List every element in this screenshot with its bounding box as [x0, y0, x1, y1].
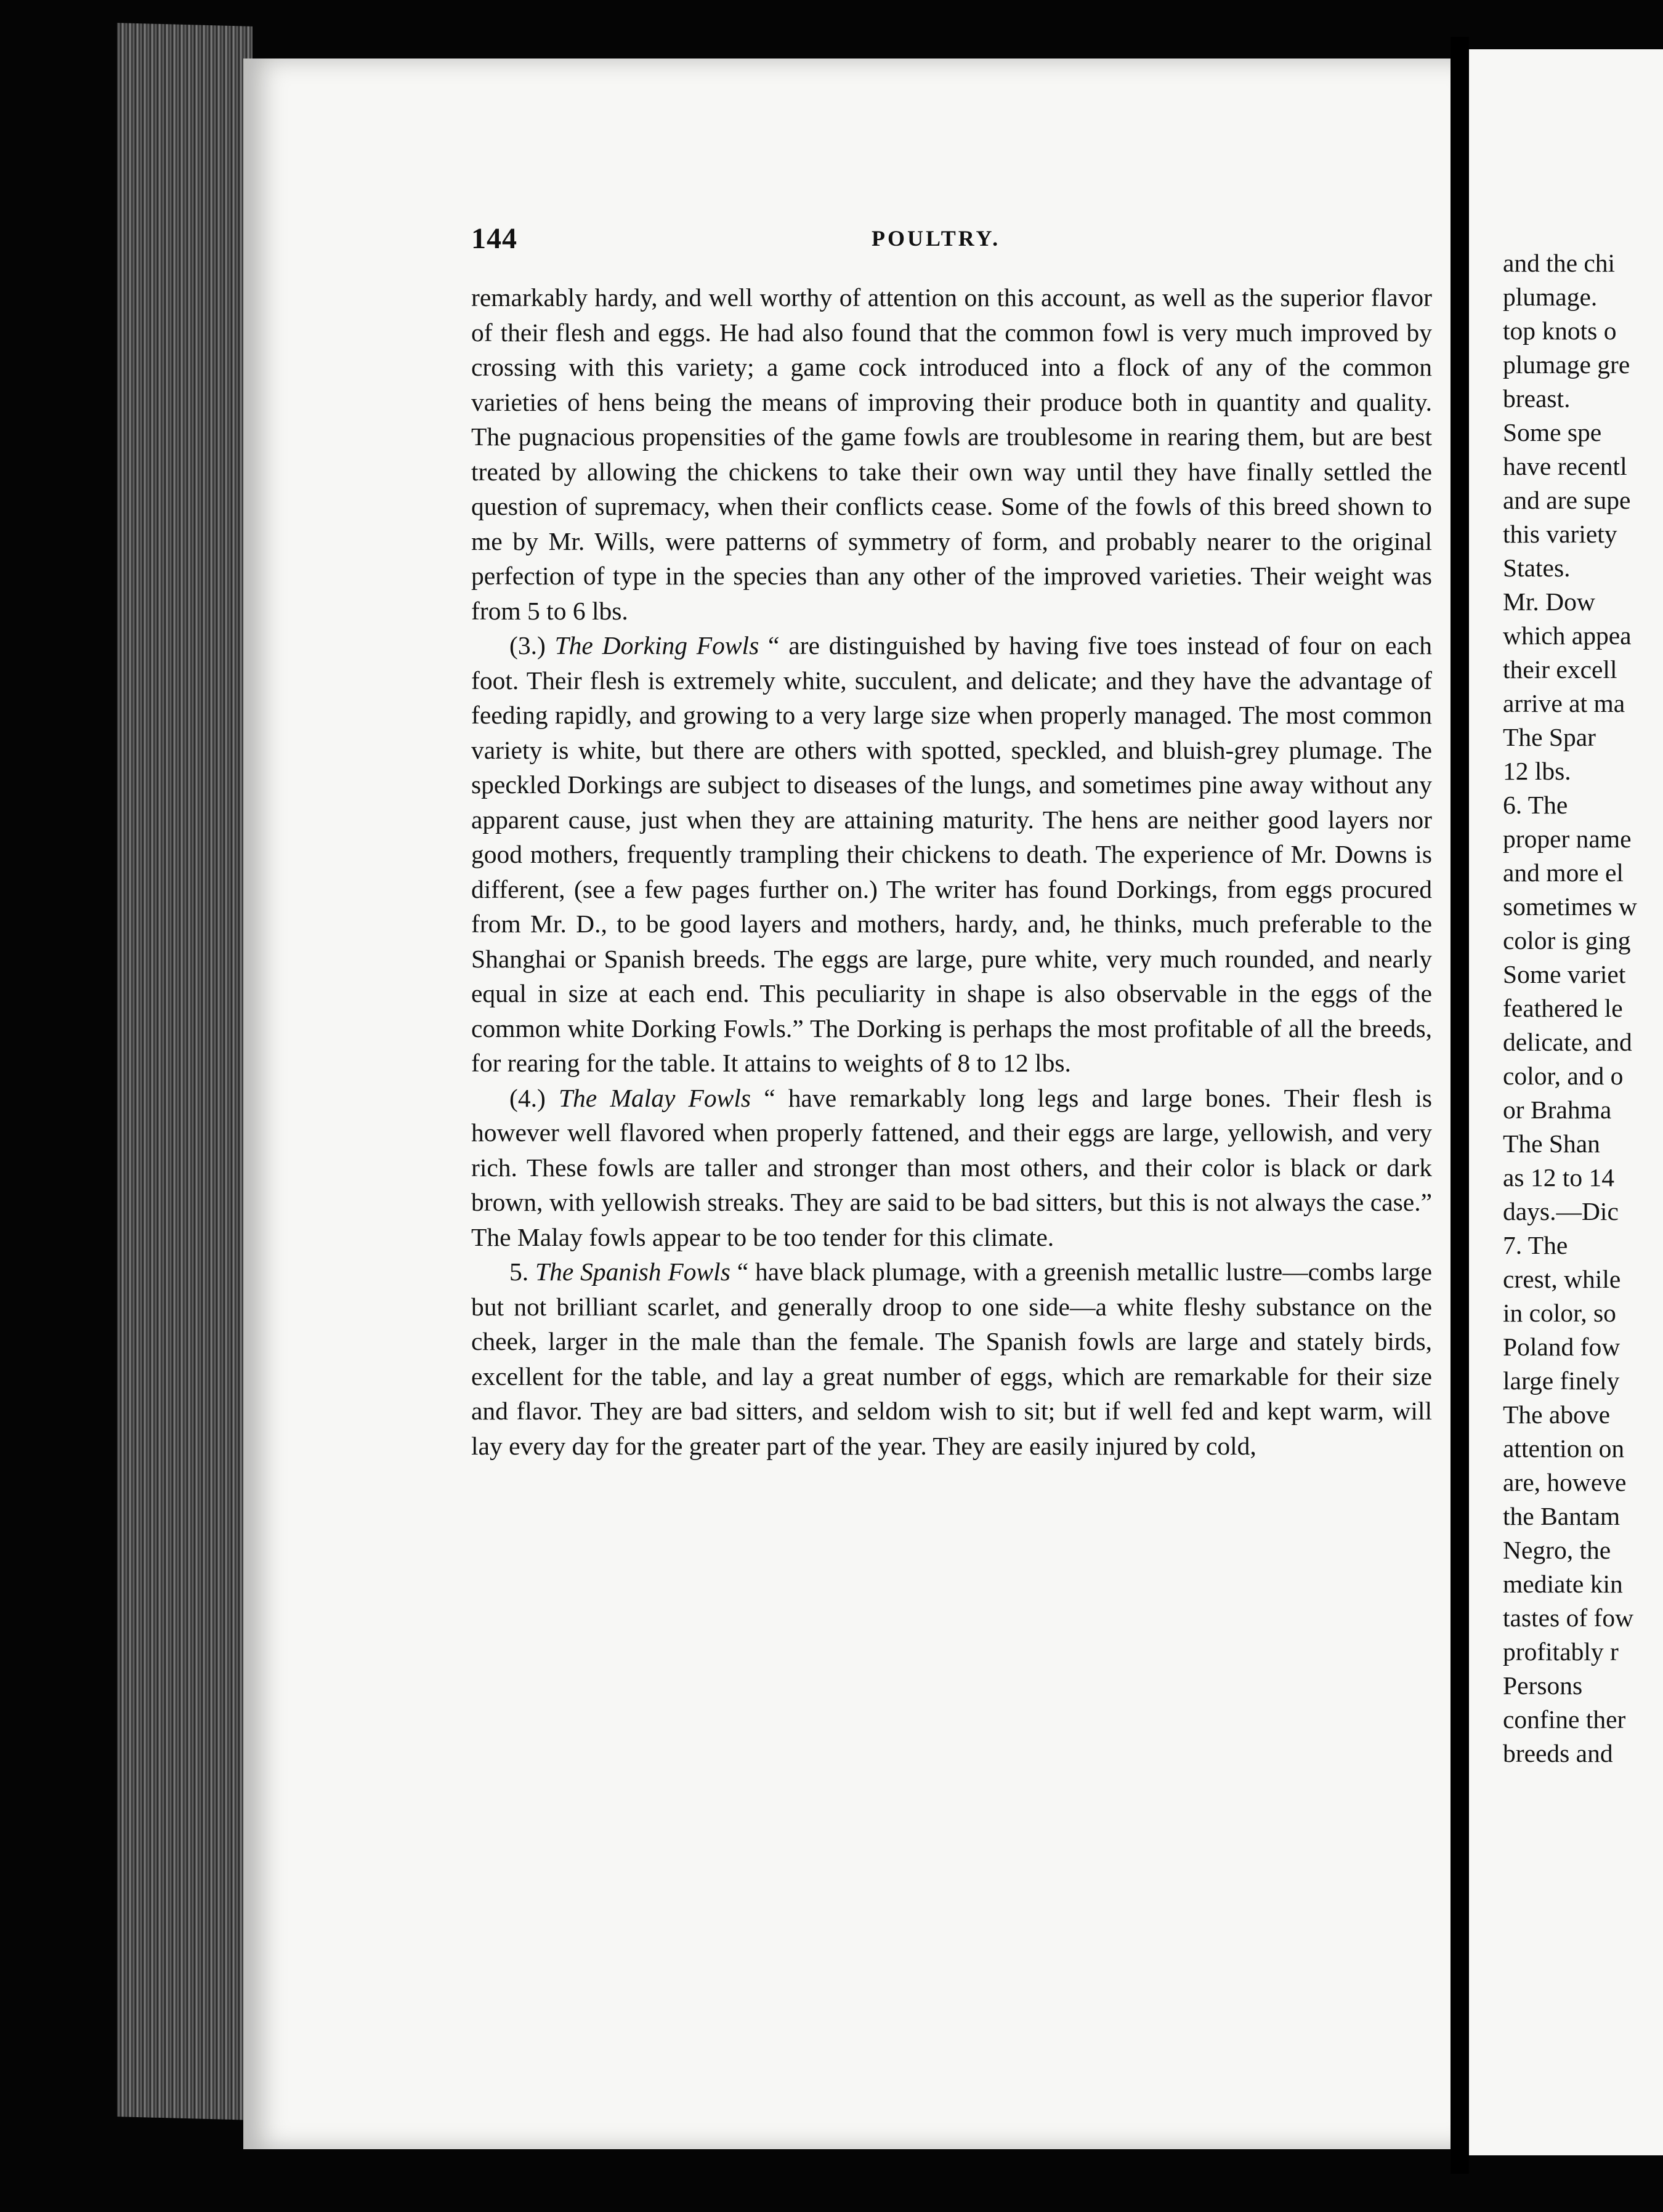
page-edges	[117, 23, 253, 2120]
running-head: POULTRY.	[872, 226, 1001, 251]
book-gutter	[1451, 37, 1469, 2174]
body-text	[471, 280, 1432, 1463]
right-page-line: delicate, and	[1503, 1028, 1632, 1056]
paragraph-text: “ have remarkably long legs and large bones. Their flesh is however well flavored when properly fattened, and their eggs are large, yellowish, and very rich. These fowls are taller and stronger than most others, and their color is black or dark brown, with yellowish streaks. They are said to be bad sitters, but this is not always the case.” The Malay fowls appear to be too tender for this climate.	[471, 1083, 1433, 1251]
right-page-line: breeds and	[1503, 1739, 1613, 1767]
right-page-line: Poland fow	[1503, 1333, 1621, 1361]
right-page	[1469, 49, 1663, 2155]
right-page-line: 7. The	[1503, 1231, 1568, 1259]
right-page-line: 6. The	[1503, 791, 1568, 819]
right-page-line: The Shan	[1503, 1129, 1600, 1158]
right-page-line: attention on	[1503, 1434, 1625, 1463]
right-page-line: confine ther	[1503, 1705, 1626, 1734]
right-page-line: as 12 to 14	[1503, 1163, 1614, 1192]
right-page-line: in color, so	[1503, 1299, 1616, 1327]
right-page-line: Negro, the	[1503, 1536, 1611, 1564]
paragraph-number: 5.	[509, 1257, 529, 1286]
right-page-line: crest, while	[1503, 1265, 1621, 1293]
right-page-line: the Bantam	[1503, 1502, 1621, 1530]
right-page-line: days.—Dic	[1503, 1197, 1619, 1225]
right-page-line: Some spe	[1503, 418, 1602, 446]
right-page-line: plumage gre	[1503, 350, 1630, 379]
right-page-line: have recentl	[1503, 452, 1627, 480]
right-page-line: their excell	[1503, 655, 1617, 684]
paragraph-spanish	[471, 1254, 1432, 1463]
right-page-line: Mr. Dow	[1503, 587, 1595, 616]
page-number: 144	[471, 222, 517, 255]
paragraph-continuation	[471, 280, 1432, 628]
right-page-line: Persons	[1503, 1671, 1583, 1700]
right-page-line: 12 lbs.	[1503, 757, 1571, 785]
right-page-line: are, howeve	[1503, 1468, 1627, 1496]
right-page-line: top knots o	[1503, 317, 1617, 345]
right-page-line: breast.	[1503, 384, 1571, 413]
right-page-line: large finely	[1503, 1366, 1620, 1395]
paragraph-number: (4.)	[509, 1083, 546, 1112]
right-page-text	[1503, 246, 1663, 1770]
right-page-line: and more el	[1503, 858, 1624, 887]
right-page-line: this variety	[1503, 520, 1617, 548]
page-header	[471, 222, 1432, 271]
right-page-line: sometimes w	[1503, 892, 1637, 921]
right-page-line: proper name	[1503, 825, 1632, 853]
paragraph-text: “ are distinguished by having five toes instead of four on each foot. Their flesh is extremely white, succulent, and delicate; and they have the advantage of feeding rapidly, and growing to a very large size when properly managed. The most common variety is white, but there are others with spotted, speckled, and bluish-grey plumage. The speckled Dorkings are subject to diseases of the lungs, and sometimes pine away without any apparent cause, just when they are attaining maturity. The hens are neither good layers nor good mothers, frequently trampling their chickens to death. The experience of Mr. Downs is different, (see a few pages further on.) The writer has found Dorkings, from eggs procured from Mr. D., to be good layers and mothers, hardy, and, he thinks, much preferable to the Shanghai or Spanish breeds. The eggs are large, pure white, very much rounded, and nearly equal in size at each end. This peculiarity in shape is also observable in the eggs of the common white Dorking Fowls.” The Dorking is perhaps the most profitable of all the breeds, for rearing for the table. It attains to weights of 8 to 12 lbs.	[471, 631, 1432, 1077]
paragraph-text: “ have black plumage, with a greenish metallic lustre—combs large but not brilliant scarlet, and generally droop to one side—a white fleshy substance on the cheek, larger in the male than the female. The Spanish fowls are large and stately birds, excellent for the table, and lay a great number of eggs, which are remarkable for their size and flavor. They are bad sitters, and seldom wish to sit; but if well fed and kept warm, will lay every day for the greater part of the year. They are easily injured by cold,	[471, 1257, 1433, 1460]
right-page-line: feathered le	[1503, 994, 1623, 1022]
right-page-line: The Spar	[1503, 723, 1596, 751]
right-page-line: States.	[1503, 554, 1571, 582]
paragraph-malay	[471, 1081, 1432, 1255]
right-page-line: The above	[1503, 1400, 1610, 1429]
right-page-line: or Brahma	[1503, 1096, 1612, 1124]
paragraph-title: The Malay Fowls	[558, 1083, 751, 1112]
paragraph-title: The Dorking Fowls	[554, 631, 759, 660]
paragraph-title: The Spanish Fowls	[535, 1257, 730, 1286]
right-page-line: arrive at ma	[1503, 689, 1625, 717]
right-page-line: Some variet	[1503, 960, 1626, 988]
paragraph-text: remarkably hardy, and well worthy of attention on this account, as well as the superior flavor of their flesh and eggs. He had also found that the common fowl is very much improved by crossing with this variety; a game cock introduced into a flock of any of the common varieties of hens being the means of improving their produce both in quantity and quality. The pugnacious propensities of the game fowls are troublesome in rearing them, but are best treated by allowing the chickens to take their own way until they have finally settled the question of supremacy, when their conflicts cease. Some of the fowls of this breed shown to me by Mr. Wills, were patterns of symmetry of form, and probably nearer to the original perfection of type in the species than any other of the improved varieties. Their weight was from 5 to 6 lbs.	[471, 283, 1432, 625]
right-page-line: mediate kin	[1503, 1570, 1623, 1598]
right-page-line: which appea	[1503, 621, 1632, 650]
right-page-line: color, and o	[1503, 1062, 1624, 1090]
paragraph-number: (3.)	[509, 631, 546, 660]
paragraph-dorking	[471, 628, 1432, 1081]
right-page-line: tastes of fow	[1503, 1604, 1634, 1632]
right-page-line: and the chi	[1503, 249, 1616, 277]
right-page-line: and are supe	[1503, 486, 1631, 514]
right-page-line: plumage.	[1503, 283, 1598, 311]
right-page-line: profitably r	[1503, 1637, 1619, 1666]
right-page-line: color is ging	[1503, 926, 1631, 955]
